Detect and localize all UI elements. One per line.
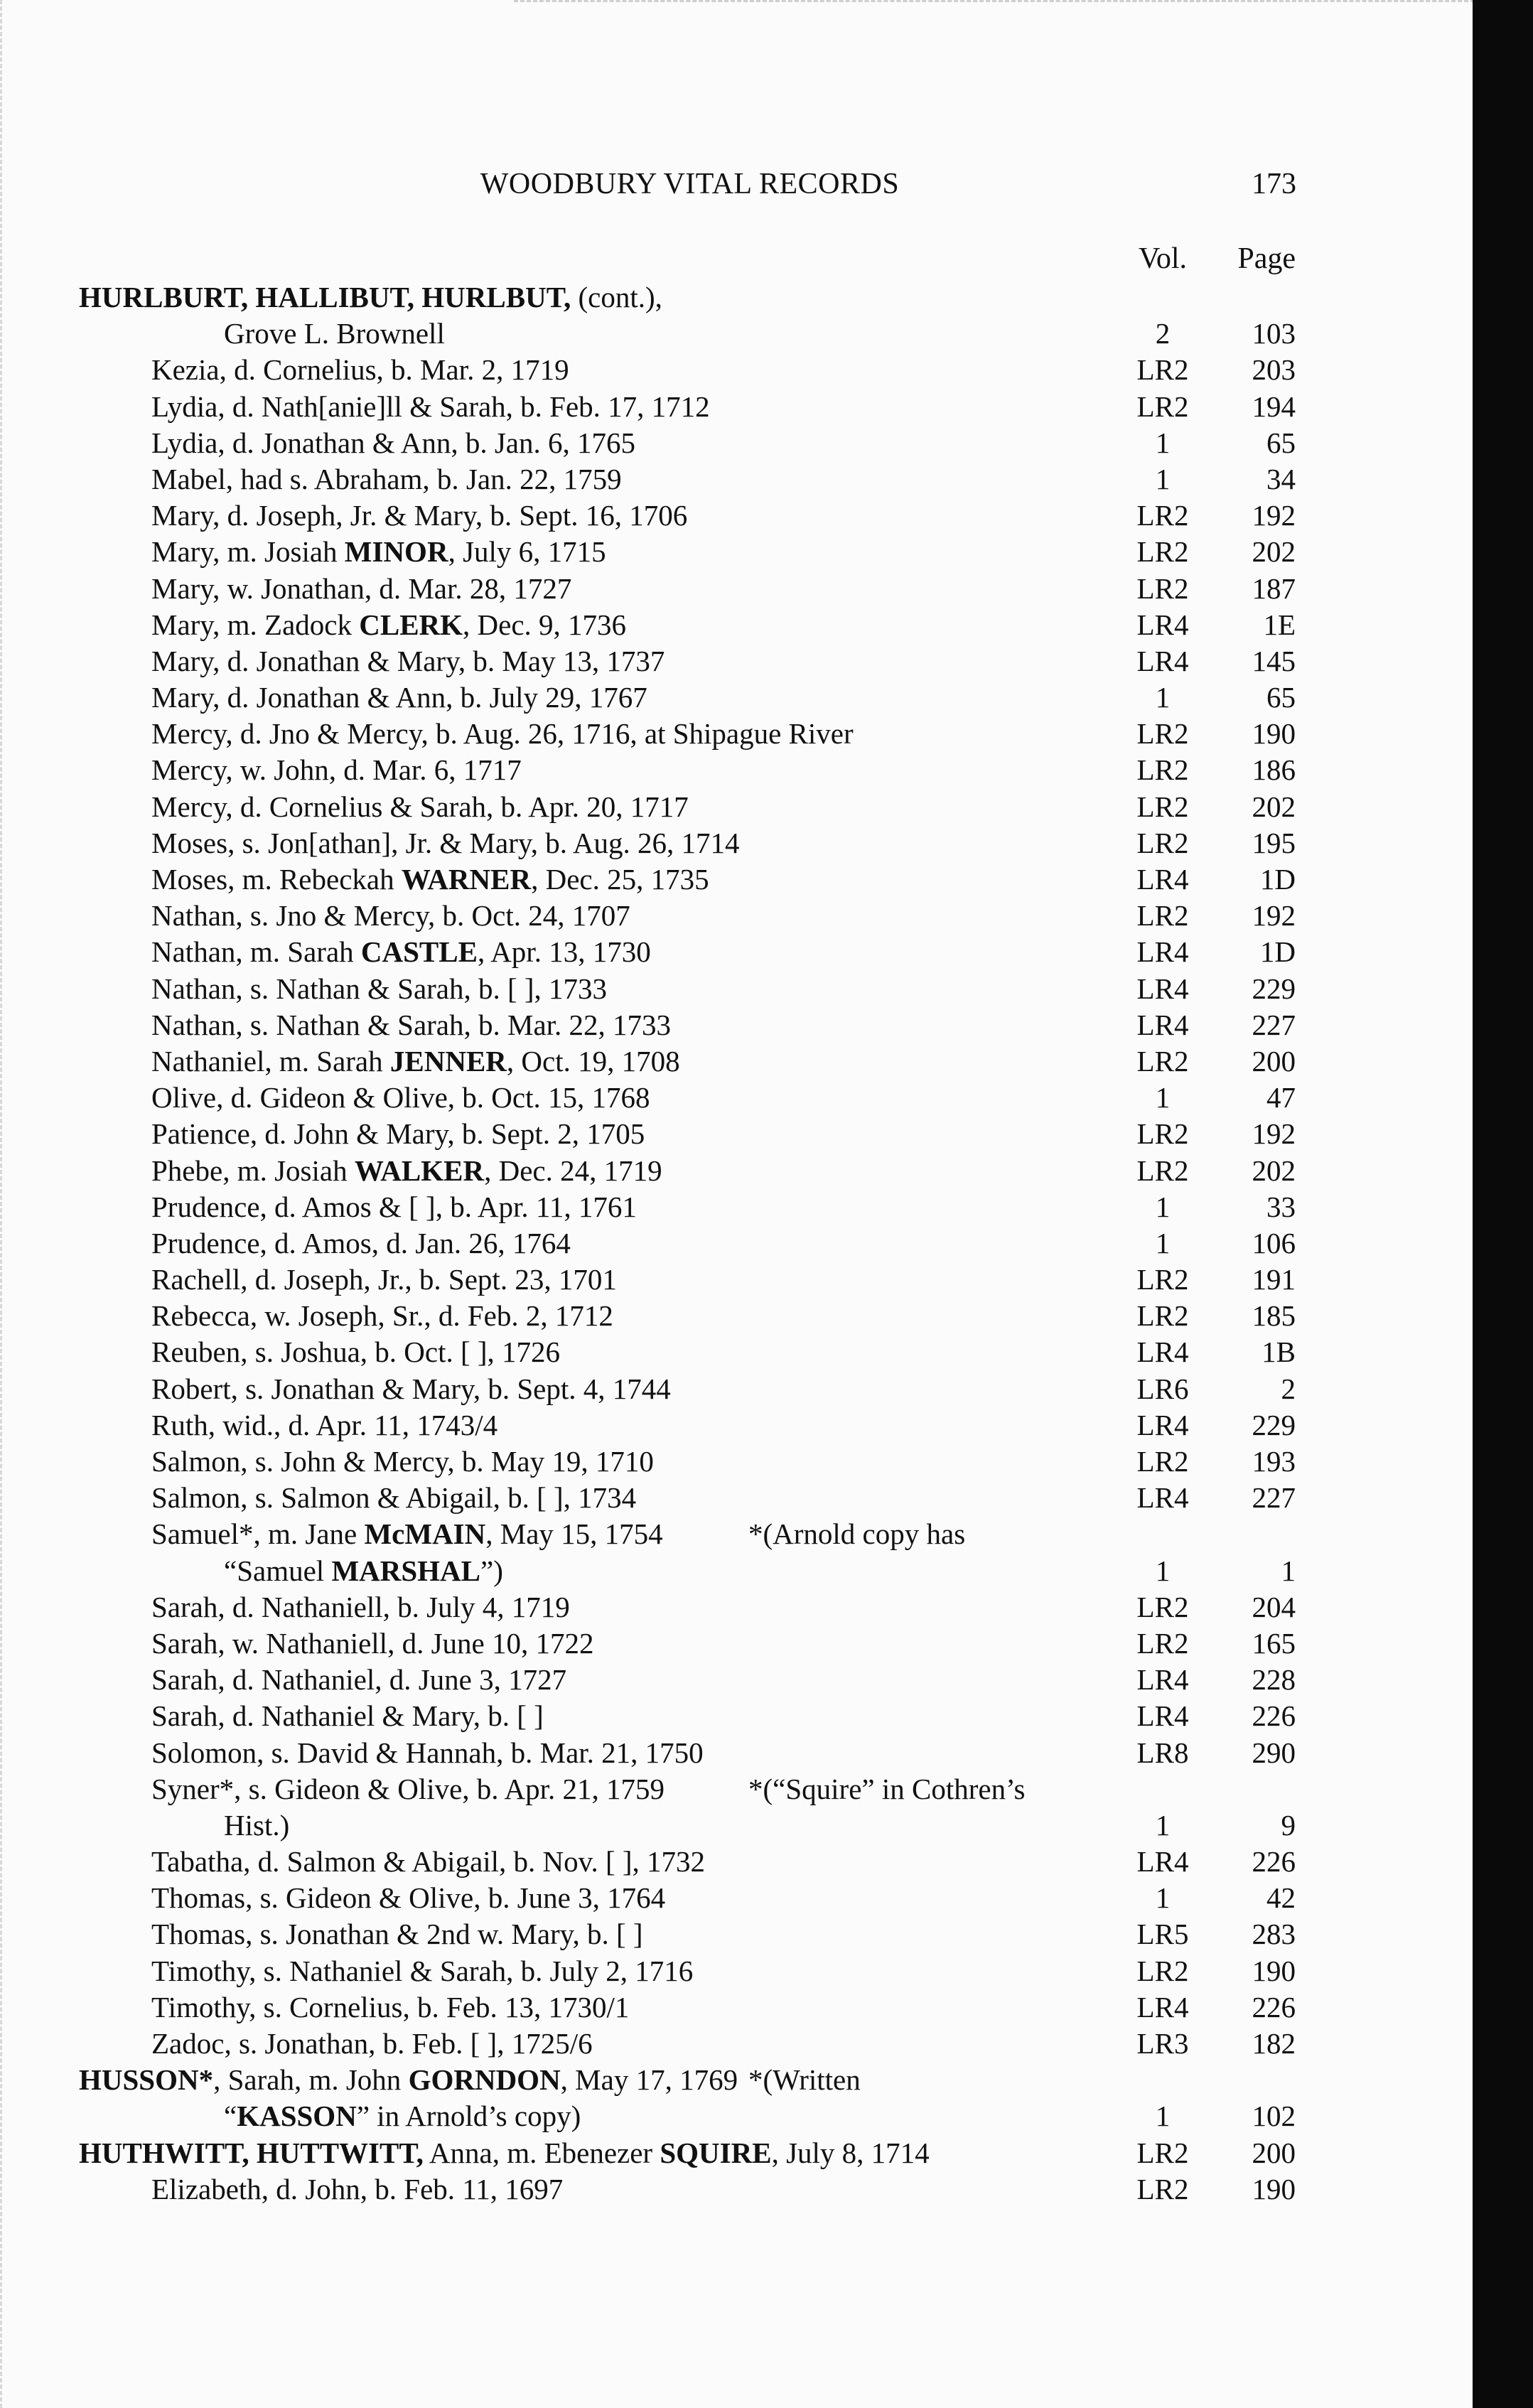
record-row	[2, 716, 1475, 752]
record-volume: LR4	[1136, 1335, 1189, 1369]
record-text-part: Mary, d. Joseph, Jr. & Mary, b. Sept. 16, 1706	[151, 499, 688, 532]
record-volume: LR2	[1136, 1044, 1189, 1077]
record-row	[2, 1589, 1475, 1625]
record-text	[151, 1735, 704, 1771]
record-text-part: Prudence, d. Amos & [ ], b. Apr. 11, 1761	[151, 1190, 637, 1223]
record-text	[151, 1262, 617, 1298]
record-page: 195	[1252, 826, 1296, 859]
record-page: 202	[1252, 535, 1296, 569]
record-row	[2, 1698, 1475, 1734]
record-text-part: Nathan, s. Nathan & Sarah, b. [ ], 1733	[151, 972, 608, 1005]
record-name-bold: HUTHWITT, HUTTWITT,	[79, 2136, 424, 2169]
record-page: 283	[1252, 1918, 1296, 1951]
record-row	[2, 571, 1475, 607]
record-volume: LR4	[1136, 1699, 1189, 1733]
record-row	[2, 1007, 1475, 1043]
record-text-part: Nathan, m. Sarah	[151, 935, 361, 969]
record-volume: LR2	[1136, 790, 1189, 823]
record-row	[2, 2171, 1475, 2208]
record-text-part: Nathaniel, m. Sarah	[151, 1044, 390, 1077]
record-page: 182	[1252, 2027, 1296, 2060]
record-page: 191	[1252, 1263, 1296, 1296]
record-volume: 1	[1155, 1881, 1171, 1915]
record-text	[151, 1407, 497, 1444]
record-text	[151, 716, 854, 752]
record-page: 229	[1252, 972, 1296, 1005]
record-name-bold: McMAIN	[364, 1517, 486, 1551]
record-volume: LR4	[1136, 644, 1189, 677]
record-page: 65	[1266, 681, 1296, 714]
record-text	[224, 2098, 581, 2134]
record-volume: LR2	[1136, 499, 1189, 532]
record-name-bold: JENNER	[389, 1044, 507, 1077]
record-text	[151, 643, 665, 679]
record-text	[79, 279, 662, 316]
record-text	[151, 1625, 593, 1662]
record-text	[151, 1298, 613, 1334]
record-text	[151, 1116, 645, 1152]
record-page: 34	[1266, 462, 1296, 495]
record-volume: 1	[1155, 1808, 1171, 1842]
column-header-vol: Vol.	[1138, 242, 1188, 275]
record-row	[2, 1043, 1475, 1080]
record-row	[2, 1625, 1475, 1662]
record-row	[2, 789, 1475, 825]
record-text-part: (cont.),	[571, 281, 662, 313]
record-row	[2, 389, 1475, 425]
record-name-bold: KASSON	[237, 2100, 357, 2133]
record-text	[151, 825, 740, 861]
record-row	[2, 279, 1475, 316]
record-text-part: Mary, w. Jonathan, d. Mar. 28, 1727	[151, 571, 572, 605]
record-volume: LR4	[1136, 972, 1189, 1005]
record-text	[151, 1880, 665, 1916]
record-name-bold: MARSHAL	[331, 1554, 481, 1587]
record-row	[2, 1953, 1475, 1989]
record-page: 65	[1266, 426, 1296, 459]
record-name-bold: MINOR	[344, 535, 448, 569]
record-page: 190	[1252, 2172, 1296, 2205]
record-volume: LR5	[1136, 1918, 1189, 1951]
record-volume: LR4	[1136, 935, 1189, 969]
record-row	[2, 1662, 1475, 1698]
record-page: 1D	[1259, 935, 1296, 969]
record-page: 1	[1281, 1554, 1296, 1587]
record-row	[2, 352, 1475, 388]
record-text-part: Sarah, d. Nathaniell, b. July 4, 1719	[151, 1590, 570, 1623]
record-volume: LR4	[1136, 1990, 1189, 2023]
record-text	[79, 2062, 738, 2098]
record-row	[2, 1771, 1475, 1807]
record-volume: LR2	[1136, 571, 1189, 605]
record-text	[151, 389, 710, 425]
record-text-part: Mary, d. Jonathan & Mary, b. May 13, 1737	[151, 644, 665, 677]
record-text-part: Reuben, s. Joshua, b. Oct. [ ], 1726	[151, 1335, 561, 1369]
record-text-part: , Apr. 13, 1730	[477, 935, 651, 969]
record-text-part: Patience, d. John & Mary, b. Sept. 2, 1705	[151, 1117, 645, 1151]
record-row	[2, 2062, 1475, 2098]
record-page: 190	[1252, 717, 1296, 751]
record-volume: LR2	[1136, 2136, 1189, 2169]
record-row	[2, 643, 1475, 679]
record-text	[151, 1444, 654, 1480]
record-row	[2, 1444, 1475, 1480]
record-name-bold: GORNDON	[408, 2063, 561, 2097]
record-row	[2, 1916, 1475, 1952]
record-volume: LR4	[1136, 1845, 1189, 1878]
record-row	[2, 498, 1475, 534]
record-text	[151, 1589, 570, 1625]
record-text	[151, 1334, 560, 1370]
record-page: 229	[1252, 1408, 1296, 1441]
record-row	[2, 861, 1475, 898]
record-text	[151, 461, 622, 498]
record-text-part: ”)	[480, 1554, 503, 1587]
record-text	[151, 1189, 637, 1225]
page-number: 173	[1252, 168, 1296, 200]
record-text-part: Robert, s. Jonathan & Mary, b. Sept. 4, 1744	[151, 1372, 671, 1405]
record-volume: LR4	[1136, 1008, 1189, 1041]
record-page: 33	[1266, 1190, 1296, 1223]
record-volume: LR2	[1136, 1117, 1189, 1151]
record-volume: LR2	[1136, 1263, 1189, 1296]
record-page: 102	[1252, 2100, 1296, 2133]
record-text-part: Timothy, s. Cornelius, b. Feb. 13, 1730/1	[151, 1990, 630, 2023]
record-text-part: Anna, m. Ebenezer	[423, 2136, 660, 2169]
record-text-part: Rebecca, w. Joseph, Sr., d. Feb. 2, 1712	[151, 1299, 613, 1333]
record-text-part: Mercy, d. Jno & Mercy, b. Aug. 26, 1716, at Shipague River	[151, 717, 854, 751]
record-page: 190	[1252, 1954, 1296, 1987]
record-volume: LR2	[1136, 1590, 1189, 1623]
record-text-part: Sarah, d. Nathaniel & Mary, b. [ ]	[151, 1699, 544, 1733]
record-text-part: , July 8, 1714	[771, 2136, 930, 2169]
record-volume: 1	[1155, 1081, 1171, 1114]
scan-edge-bar	[1473, 0, 1533, 2408]
record-text-part: Mary, m. Zadock	[151, 608, 360, 641]
record-page: 200	[1252, 1044, 1296, 1077]
record-text	[151, 898, 630, 934]
record-row	[2, 316, 1475, 352]
record-row	[2, 1480, 1475, 1516]
record-page: 202	[1252, 790, 1296, 823]
record-volume: 2	[1155, 317, 1171, 350]
record-page: 202	[1252, 1154, 1296, 1187]
record-text-part: , May 15, 1754	[485, 1517, 663, 1551]
record-page: 226	[1252, 1845, 1296, 1878]
record-volume: LR2	[1136, 1445, 1189, 1478]
record-text	[151, 1153, 662, 1189]
record-text	[151, 1516, 663, 1552]
record-row	[2, 898, 1475, 934]
record-text	[151, 571, 571, 607]
record-row	[2, 1334, 1475, 1370]
record-text-part: Mary, d. Jonathan & Ann, b. July 29, 1767	[151, 681, 647, 714]
record-text-part: , Dec. 25, 1735	[531, 863, 709, 896]
record-text	[151, 934, 651, 970]
record-text-part: Thomas, s. Jonathan & 2nd w. Mary, b. [ ]	[151, 1918, 643, 1951]
record-text	[224, 1553, 503, 1589]
record-name-bold: CASTLE	[360, 935, 478, 969]
record-page: 226	[1252, 1990, 1296, 2023]
record-text	[151, 534, 606, 570]
record-row	[2, 1153, 1475, 1189]
record-text-part: Salmon, s. John & Mercy, b. May 19, 1710	[151, 1445, 654, 1478]
record-name-bold: SQUIRE	[660, 2136, 772, 2169]
record-volume: 1	[1155, 681, 1171, 714]
record-text-part: “Samuel	[224, 1554, 332, 1587]
record-row	[2, 425, 1475, 461]
record-volume: LR2	[1136, 1954, 1189, 1987]
record-volume: LR4	[1136, 863, 1189, 896]
record-row	[2, 752, 1475, 788]
record-volume: LR2	[1136, 826, 1189, 859]
record-volume: LR3	[1136, 2027, 1189, 2060]
record-page: 227	[1252, 1481, 1296, 1515]
record-text	[151, 1662, 566, 1698]
record-text-part: , July 6, 1715	[448, 535, 606, 569]
record-text-part: Salmon, s. Salmon & Abigail, b. [ ], 1734	[151, 1481, 637, 1515]
record-page: 2	[1281, 1372, 1296, 1405]
record-text-part: , Dec. 9, 1736	[463, 608, 627, 641]
record-text-part: Zadoc, s. Jonathan, b. Feb. [ ], 1725/6	[151, 2027, 593, 2060]
record-text-part: Ruth, wid., d. Apr. 11, 1743/4	[151, 1408, 498, 1441]
record-text	[151, 2026, 593, 2062]
record-volume: LR2	[1136, 1626, 1189, 1660]
record-text-part: Mercy, w. John, d. Mar. 6, 1717	[151, 753, 522, 787]
record-row	[2, 2026, 1475, 2062]
record-text-part: Timothy, s. Nathaniel & Sarah, b. July 2, 1716	[151, 1954, 694, 1987]
record-text	[151, 2171, 563, 2208]
record-page: 192	[1252, 899, 1296, 932]
record-row	[2, 679, 1475, 716]
record-page: 9	[1281, 1808, 1296, 1842]
record-text-part: Thomas, s. Gideon & Olive, b. June 3, 1764	[151, 1881, 666, 1915]
record-volume: 1	[1155, 462, 1171, 495]
record-text-part: Prudence, d. Amos, d. Jan. 26, 1764	[151, 1226, 571, 1259]
record-row	[2, 1407, 1475, 1444]
record-volume: LR2	[1136, 1299, 1189, 1333]
record-text-part: Lydia, d. Jonathan & Ann, b. Jan. 6, 1765	[151, 426, 636, 459]
record-text	[151, 498, 687, 534]
record-text	[151, 1043, 680, 1080]
record-text	[151, 352, 569, 388]
record-volume: LR2	[1136, 353, 1189, 387]
record-text-part: Mabel, had s. Abraham, b. Jan. 22, 1759	[151, 462, 622, 495]
record-text-part: Moses, s. Jon[athan], Jr. & Mary, b. Aug. 26, 1714	[151, 826, 740, 859]
record-text	[151, 607, 626, 643]
record-page: 226	[1252, 1699, 1296, 1733]
record-text	[224, 316, 445, 352]
record-volume: LR2	[1136, 389, 1189, 423]
record-text-part: Solomon, s. David & Hannah, b. Mar. 21, 1750	[151, 1736, 704, 1769]
record-text	[151, 1916, 643, 1952]
record-volume: LR4	[1136, 1481, 1189, 1515]
record-text-part: Elizabeth, d. John, b. Feb. 11, 1697	[151, 2172, 564, 2205]
record-page: 106	[1252, 1226, 1296, 1259]
record-text-part: ” in Arnold’s copy)	[356, 2100, 581, 2133]
record-text-part: Nathan, s. Jno & Mercy, b. Oct. 24, 1707	[151, 899, 630, 932]
record-volume: 1	[1155, 2100, 1171, 2133]
page-title: WOODBURY VITAL RECORDS	[480, 168, 900, 200]
record-note: *(Written	[748, 2063, 861, 2097]
record-text-part: Syner*, s. Gideon & Olive, b. Apr. 21, 1759	[151, 1772, 665, 1805]
record-row	[2, 2098, 1475, 2134]
record-page: 145	[1252, 644, 1296, 677]
record-volume: LR2	[1136, 535, 1189, 569]
record-text-part: Sarah, w. Nathaniell, d. June 10, 1722	[151, 1626, 594, 1660]
record-volume: LR2	[1136, 899, 1189, 932]
record-volume: LR2	[1136, 753, 1189, 787]
record-page: 1D	[1259, 863, 1296, 896]
records-list	[2, 279, 1475, 2208]
record-page: 1B	[1262, 1335, 1296, 1369]
record-page: 103	[1252, 317, 1296, 350]
record-text-part: Sarah, d. Nathaniel, d. June 3, 1727	[151, 1663, 567, 1697]
record-text	[151, 1480, 636, 1516]
record-row	[2, 1371, 1475, 1407]
record-volume: LR4	[1136, 1408, 1189, 1441]
record-text	[79, 2135, 930, 2171]
record-volume: LR4	[1136, 1663, 1189, 1697]
record-text-part: Kezia, d. Cornelius, b. Mar. 2, 1719	[151, 353, 569, 387]
record-volume: LR8	[1136, 1736, 1189, 1769]
record-text-part: , Oct. 19, 1708	[506, 1044, 680, 1077]
record-row	[2, 1116, 1475, 1152]
record-page: 194	[1252, 389, 1296, 423]
record-text	[151, 1953, 693, 1989]
record-page: 186	[1252, 753, 1296, 787]
record-volume: LR4	[1136, 608, 1189, 641]
record-page: 193	[1252, 1445, 1296, 1478]
record-row	[2, 1880, 1475, 1916]
record-page: 187	[1252, 571, 1296, 605]
record-row	[2, 461, 1475, 498]
record-text-part: , May 17, 1769	[560, 2063, 738, 2097]
record-page: 203	[1252, 353, 1296, 387]
record-row	[2, 607, 1475, 643]
record-row	[2, 1844, 1475, 1880]
record-text-part: Tabatha, d. Salmon & Abigail, b. Nov. [ ], 1732	[151, 1845, 706, 1878]
record-text-part: Olive, d. Gideon & Olive, b. Oct. 15, 1768	[151, 1081, 650, 1114]
record-name-bold: WARNER	[401, 863, 532, 896]
record-volume: 1	[1155, 1226, 1171, 1259]
record-text-part: Mercy, d. Cornelius & Sarah, b. Apr. 20, 1717	[151, 790, 689, 823]
record-text-part: , Sarah, m. John	[213, 2063, 409, 2097]
page-top-edge	[514, 0, 1475, 2]
record-text	[151, 1771, 665, 1807]
record-note: *(Arnold copy has	[748, 1517, 966, 1551]
record-text-part: “	[224, 2100, 237, 2133]
record-text-part: , Dec. 24, 1719	[484, 1154, 662, 1187]
record-page: 204	[1252, 1590, 1296, 1623]
record-text	[151, 861, 709, 898]
record-volume: 1	[1155, 426, 1171, 459]
record-text	[151, 1080, 650, 1116]
record-page: 192	[1252, 499, 1296, 532]
record-row	[2, 1735, 1475, 1771]
record-text	[151, 1225, 571, 1262]
record-row	[2, 1080, 1475, 1116]
record-text-part: Hist.)	[224, 1808, 290, 1842]
record-text-part: Lydia, d. Nath[anie]ll & Sarah, b. Feb. 17, 1712	[151, 389, 710, 423]
record-volume: 1	[1155, 1190, 1171, 1223]
record-text	[151, 1007, 671, 1043]
record-row	[2, 1189, 1475, 1225]
record-text-part: Rachell, d. Joseph, Jr., b. Sept. 23, 1701	[151, 1263, 617, 1296]
record-text	[151, 425, 635, 461]
record-row	[2, 1989, 1475, 2026]
record-volume: LR6	[1136, 1372, 1189, 1405]
record-text-part: Nathan, s. Nathan & Sarah, b. Mar. 22, 1733	[151, 1008, 672, 1041]
record-text-part: Grove L. Brownell	[224, 317, 445, 350]
record-page: 185	[1252, 1299, 1296, 1333]
record-page: 192	[1252, 1117, 1296, 1151]
record-volume: 1	[1155, 1554, 1171, 1587]
record-row	[2, 534, 1475, 570]
record-row	[2, 1516, 1475, 1552]
record-text	[151, 752, 522, 788]
record-text	[151, 1989, 629, 2026]
record-text	[151, 1371, 671, 1407]
record-text-part: Phebe, m. Josiah	[151, 1154, 355, 1187]
record-name-bold: WALKER	[354, 1154, 485, 1187]
record-row	[2, 825, 1475, 861]
record-name-bold: CLERK	[359, 608, 463, 641]
record-row	[2, 1225, 1475, 1262]
record-page: 165	[1252, 1626, 1296, 1660]
record-page: 42	[1266, 1881, 1296, 1915]
record-row	[2, 2135, 1475, 2171]
record-page: 290	[1252, 1736, 1296, 1769]
record-row	[2, 934, 1475, 970]
record-text	[151, 1698, 544, 1734]
record-text	[151, 971, 607, 1007]
record-page: 228	[1252, 1663, 1296, 1697]
record-text-part: Mary, m. Josiah	[151, 535, 345, 569]
column-header-page: Page	[1237, 242, 1296, 275]
record-page: 227	[1252, 1008, 1296, 1041]
record-text	[151, 679, 647, 716]
record-page: 200	[1252, 2136, 1296, 2169]
record-text	[151, 789, 689, 825]
record-row	[2, 1298, 1475, 1334]
record-name-bold: HUSSON*	[79, 2063, 214, 2097]
record-row	[2, 1807, 1475, 1844]
record-note: *(“Squire” in Cothren’s	[748, 1772, 1026, 1805]
record-page: 47	[1266, 1081, 1296, 1114]
record-volume: LR2	[1136, 2172, 1189, 2205]
record-volume: LR2	[1136, 717, 1189, 751]
record-volume: LR2	[1136, 1154, 1189, 1187]
record-row	[2, 1553, 1475, 1589]
record-text-part: Moses, m. Rebeckah	[151, 863, 402, 896]
record-text	[151, 1844, 705, 1880]
record-row	[2, 1262, 1475, 1298]
record-text-part: Samuel*, m. Jane	[151, 1517, 365, 1551]
record-name-bold: HURLBURT, HALLIBUT, HURLBUT,	[79, 281, 571, 313]
record-text	[224, 1807, 289, 1844]
record-row	[2, 971, 1475, 1007]
record-page: 1E	[1263, 608, 1296, 641]
